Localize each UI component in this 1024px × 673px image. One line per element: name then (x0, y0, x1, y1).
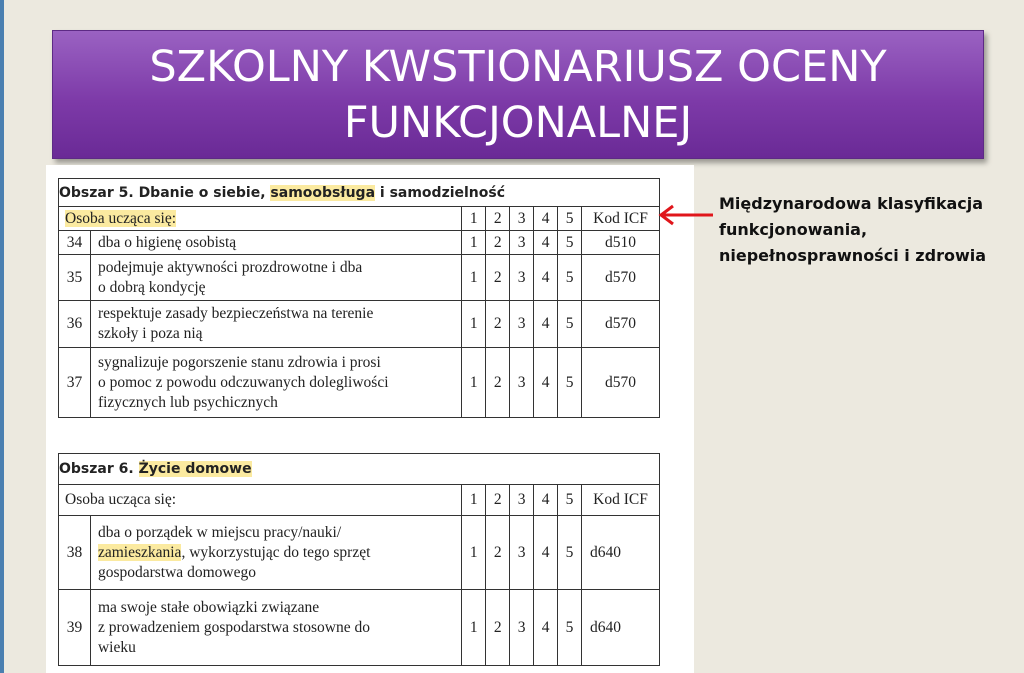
row-description-line: szkoły i poza nią (97, 325, 203, 342)
scale-header-2: 2 (486, 485, 510, 516)
row-number: 35 (59, 255, 91, 301)
table-row (59, 231, 660, 255)
row-description-line: fizycznych lub psychicznych (97, 393, 278, 411)
rating-option-4[interactable]: 4 (534, 255, 558, 301)
table-row (59, 255, 660, 301)
section-5-subject-label-cell (59, 207, 462, 231)
row-number: 38 (59, 516, 91, 590)
icf-code-header: Kod ICF (582, 485, 660, 516)
row-description-rest: , wykorzystując do tego sprzęt (181, 543, 371, 561)
icf-code: d510 (582, 231, 660, 255)
scale-header-2: 2 (486, 207, 510, 231)
row-description-line: sygnalizuje pogorszenie stanu zdrowia i prosi (97, 353, 381, 371)
rating-option-4[interactable]: 4 (534, 516, 558, 590)
rating-option-1[interactable]: 1 (462, 255, 486, 301)
rating-option-5[interactable]: 5 (558, 590, 582, 666)
row-description-line: z prowadzeniem gospodarstwa stosowne do (97, 618, 370, 636)
slide-left-edge (0, 0, 4, 673)
annotation-line-2: funkcjonowania, (719, 220, 868, 239)
section-6-title-highlight: Życie domowe (138, 461, 252, 477)
rating-option-2[interactable]: 2 (486, 516, 510, 590)
rating-option-5[interactable]: 5 (558, 348, 582, 418)
rating-option-4[interactable]: 4 (534, 301, 558, 348)
red-arrow-icon (655, 203, 715, 227)
section-5-column-header-row (59, 207, 660, 231)
rating-option-5[interactable]: 5 (558, 301, 582, 348)
section-6-title (59, 454, 660, 485)
table-row (59, 348, 660, 418)
row-description-line: gospodarstwa domowego (97, 563, 256, 581)
rating-option-2[interactable]: 2 (486, 231, 510, 255)
rating-option-2[interactable]: 2 (486, 348, 510, 418)
annotation-line-3: niepełnosprawności i zdrowia (719, 246, 987, 265)
row-description (90, 516, 461, 590)
icf-code: d640 (582, 516, 660, 590)
section-5-title-prefix: Obszar 5. Dbanie o siebie, (59, 184, 271, 201)
section-5-title-highlight: samoobsługa (270, 184, 376, 201)
section-6-column-header-row (59, 485, 660, 516)
row-description-line: dba o porządek w miejscu pracy/nauki/ (97, 523, 342, 541)
icf-code: d570 (582, 301, 660, 348)
section-5-title (59, 179, 660, 207)
row-description-line: respektuje zasady bezpieczeństwa na terenie (97, 305, 374, 322)
rating-option-3[interactable]: 3 (510, 255, 534, 301)
questionnaire-document (46, 165, 694, 673)
row-number: 34 (59, 231, 91, 255)
scale-header-4: 4 (534, 207, 558, 231)
annotation-line-1: Międzynarodowa klasyfikacja (719, 194, 984, 213)
rating-option-3[interactable]: 3 (510, 516, 534, 590)
slide-title-line-2: FUNKCJONALNEJ (343, 97, 693, 148)
rating-option-5[interactable]: 5 (558, 516, 582, 590)
section-6-title-prefix: Obszar 6. (59, 461, 139, 477)
icf-code: d570 (582, 255, 660, 301)
section-5-table (58, 178, 660, 418)
rating-option-5[interactable]: 5 (558, 255, 582, 301)
row-description (90, 255, 461, 301)
scale-header-1: 1 (462, 207, 486, 231)
table-row (59, 590, 660, 666)
slide-title (52, 30, 984, 159)
icf-code-header: Kod ICF (582, 207, 660, 231)
rating-option-5[interactable]: 5 (558, 231, 582, 255)
rating-option-1[interactable]: 1 (462, 301, 486, 348)
row-description-line (98, 543, 455, 563)
row-description-line: o dobrą kondycję (97, 278, 206, 296)
rating-option-3[interactable]: 3 (510, 348, 534, 418)
scale-header-1: 1 (462, 485, 486, 516)
rating-option-2[interactable]: 2 (486, 590, 510, 666)
row-description (90, 590, 461, 666)
row-description-line: ma swoje stałe obowiązki związane (97, 598, 320, 616)
rating-option-1[interactable]: 1 (462, 590, 486, 666)
rating-option-1[interactable]: 1 (462, 231, 486, 255)
highlighted-word: zamieszkania (97, 543, 182, 561)
row-description-line: podejmuje aktywności prozdrowotne i dba (97, 258, 363, 276)
rating-option-1[interactable]: 1 (462, 516, 486, 590)
icf-annotation (719, 191, 1019, 269)
rating-option-1[interactable]: 1 (462, 348, 486, 418)
row-description-line: o pomoc z powodu odczuwanych dolegliwości (97, 373, 389, 391)
row-number: 36 (59, 301, 91, 348)
rating-option-2[interactable]: 2 (486, 255, 510, 301)
section-6-table (58, 453, 660, 666)
scale-header-3: 3 (510, 207, 534, 231)
section-6-header-row (59, 454, 660, 485)
row-description-line: wieku (97, 638, 136, 656)
rating-option-2[interactable]: 2 (486, 301, 510, 348)
row-number: 37 (59, 348, 91, 418)
rating-option-4[interactable]: 4 (534, 348, 558, 418)
row-description (90, 348, 461, 418)
scale-header-5: 5 (558, 207, 582, 231)
row-description: dba o higienę osobistą (90, 231, 461, 255)
rating-option-3[interactable]: 3 (510, 231, 534, 255)
rating-option-4[interactable]: 4 (534, 231, 558, 255)
scale-header-3: 3 (510, 485, 534, 516)
table-row (59, 516, 660, 590)
icf-code: d570 (582, 348, 660, 418)
section-5-header-row (59, 179, 660, 207)
section-5-subject-label: Osoba ucząca się: (65, 209, 177, 227)
row-description (90, 301, 461, 348)
row-number: 39 (59, 590, 91, 666)
rating-option-3[interactable]: 3 (510, 301, 534, 348)
section-5-title-suffix: i samodzielność (375, 184, 506, 201)
section-6-subject-label: Osoba ucząca się: (59, 485, 462, 516)
icf-code: d640 (582, 590, 660, 666)
rating-option-3[interactable]: 3 (510, 590, 534, 666)
slide-title-line-1: SZKOLNY KWSTIONARIUSZ OCENY (149, 41, 887, 92)
scale-header-5: 5 (558, 485, 582, 516)
scale-header-4: 4 (534, 485, 558, 516)
rating-option-4[interactable]: 4 (534, 590, 558, 666)
table-row (59, 301, 660, 348)
